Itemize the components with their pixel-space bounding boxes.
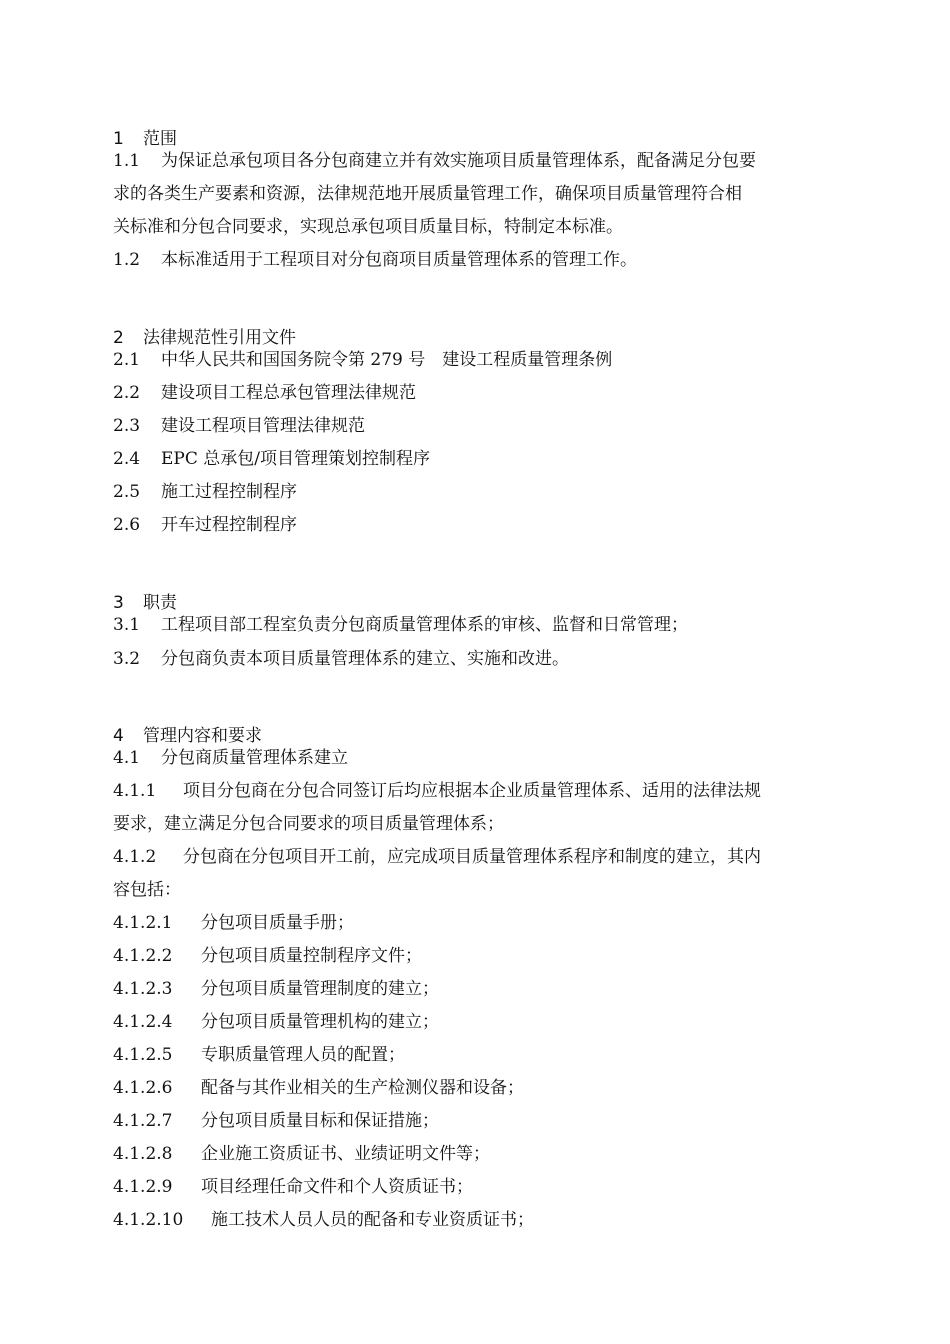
clause-number: 2.2 <box>113 383 141 403</box>
sub-item <box>113 978 439 1000</box>
clause-number: 1.2 <box>113 250 141 270</box>
paragraph-text: 分包商在分包项目开工前，应完成项目质量管理体系程序和制度的建立，其内 <box>183 847 761 867</box>
reference-item <box>113 448 430 470</box>
clause-number: 4.1.2.9 <box>113 1177 173 1197</box>
section-number: 4 <box>113 726 124 746</box>
sub-item <box>113 1044 405 1066</box>
section-number: 3 <box>113 593 124 613</box>
reference-item <box>113 514 297 536</box>
clause-number: 2.5 <box>113 482 141 502</box>
item-text: 项目经理任命文件和个人资质证书； <box>201 1177 473 1197</box>
section-2-heading <box>113 327 296 349</box>
item-text: 建设工程项目管理法律规范 <box>161 416 365 436</box>
clause-number: 2.6 <box>113 515 141 535</box>
item-text: 开车过程控制程序 <box>161 515 297 535</box>
section-title: 范围 <box>143 129 177 149</box>
duty-item <box>113 648 569 670</box>
sub-item <box>113 1143 490 1165</box>
clause-4-1-1 <box>113 780 761 802</box>
sub-item <box>113 1077 524 1099</box>
section-1-heading <box>113 128 177 150</box>
clause-4-1-2 <box>113 846 761 868</box>
paragraph-line: 求的各类生产要素和资源，法律规范地开展质量管理工作，确保项目质量管理符合相 <box>113 184 742 204</box>
item-text: 中华人民共和国国务院令第 279 号 建设工程质量管理条例 <box>161 350 613 370</box>
reference-item <box>113 415 365 437</box>
item-text: 分包项目质量管理机构的建立； <box>201 1012 439 1032</box>
item-text: 施工技术人员人员的配备和专业资质证书； <box>211 1210 534 1230</box>
clause-number: 4.1.2.1 <box>113 913 173 933</box>
paragraph-text: 为保证总承包项目各分包商建立并有效实施项目质量管理体系，配备满足分包要 <box>161 151 756 171</box>
clause-number: 2.3 <box>113 416 141 436</box>
clause-number: 4.1.1 <box>113 781 157 801</box>
item-text: 分包项目质量目标和保证措施； <box>201 1111 439 1131</box>
reference-item <box>113 382 416 404</box>
clause-number: 3.2 <box>113 649 141 669</box>
item-text: EPC 总承包/项目管理策划控制程序 <box>161 449 430 469</box>
paragraph-1-2 <box>113 249 637 271</box>
item-text: 配备与其作业相关的生产检测仪器和设备； <box>201 1078 524 1098</box>
paragraph-text: 本标准适用于工程项目对分包商项目质量管理体系的管理工作。 <box>161 250 637 270</box>
sub-item <box>113 945 422 967</box>
item-text: 专职质量管理人员的配置； <box>201 1045 405 1065</box>
item-text: 分包商质量管理体系建立 <box>161 748 348 768</box>
clause-number: 4.1.2.7 <box>113 1111 173 1131</box>
section-title: 职责 <box>143 593 177 613</box>
paragraph-1-1 <box>113 150 756 172</box>
item-text: 分包项目质量手册； <box>201 913 354 933</box>
clause-number: 1.1 <box>113 151 141 171</box>
clause-number: 4.1.2.4 <box>113 1012 173 1032</box>
paragraph-text: 项目分包商在分包合同签订后均应根据本企业质量管理体系、适用的法律法规 <box>183 781 761 801</box>
sub-item <box>113 1110 439 1132</box>
sub-item <box>113 1209 534 1231</box>
sub-item <box>113 1176 473 1198</box>
reference-item <box>113 349 612 371</box>
clause-number: 4.1.2.10 <box>113 1210 184 1230</box>
clause-number: 4.1.2.3 <box>113 979 173 999</box>
clause-number: 4.1.2.8 <box>113 1144 173 1164</box>
item-text: 分包项目质量管理制度的建立； <box>201 979 439 999</box>
reference-item <box>113 481 297 503</box>
item-text: 分包商负责本项目质量管理体系的建立、实施和改进。 <box>161 649 569 669</box>
item-text: 工程项目部工程室负责分包商质量管理体系的审核、监督和日常管理； <box>161 615 688 635</box>
section-number: 2 <box>113 328 124 348</box>
paragraph-line: 要求，建立满足分包合同要求的项目质量管理体系； <box>113 814 504 834</box>
item-text: 建设项目工程总承包管理法律规范 <box>161 383 416 403</box>
sub-item <box>113 1011 439 1033</box>
clause-number: 4.1.2.2 <box>113 946 173 966</box>
paragraph-line: 关标准和分包合同要求，实现总承包项目质量目标，特制定本标准。 <box>113 217 623 237</box>
clause-number: 4.1.2 <box>113 847 157 867</box>
clause-number: 3.1 <box>113 615 141 635</box>
clause-number: 4.1.2.6 <box>113 1078 173 1098</box>
item-text: 分包项目质量控制程序文件； <box>201 946 422 966</box>
section-title: 管理内容和要求 <box>143 726 262 746</box>
paragraph-line: 容包括： <box>113 880 181 900</box>
clause-number: 2.1 <box>113 350 141 370</box>
clause-number: 4.1 <box>113 748 141 768</box>
section-title: 法律规范性引用文件 <box>143 328 296 348</box>
duty-item <box>113 614 688 636</box>
clause-number: 4.1.2.5 <box>113 1045 173 1065</box>
item-text: 企业施工资质证书、业绩证明文件等； <box>201 1144 490 1164</box>
clause-4-1 <box>113 747 348 769</box>
section-number: 1 <box>113 129 124 149</box>
section-4-heading <box>113 725 262 747</box>
item-text: 施工过程控制程序 <box>161 482 297 502</box>
sub-item <box>113 912 354 934</box>
clause-number: 2.4 <box>113 449 141 469</box>
section-3-heading <box>113 592 177 614</box>
